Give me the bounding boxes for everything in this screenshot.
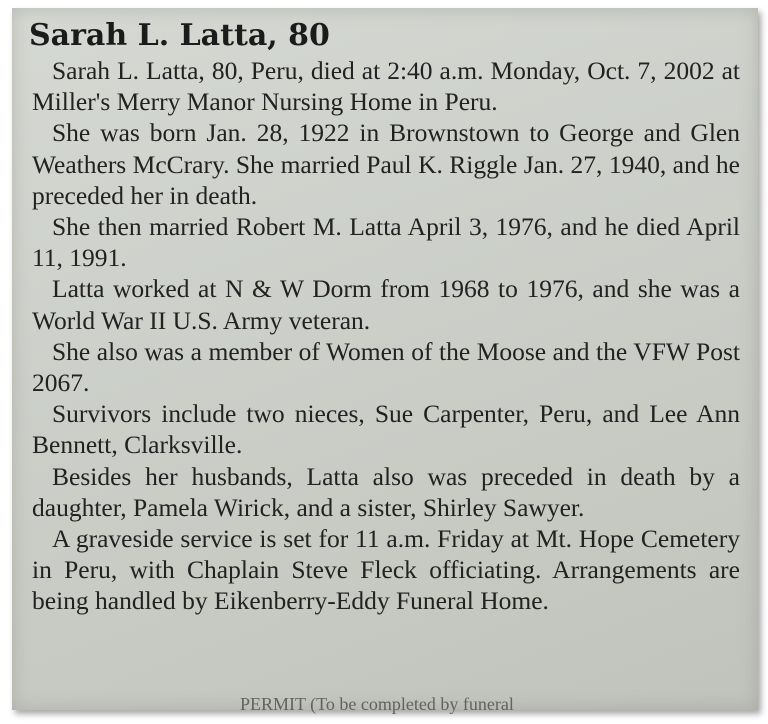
paragraph-service-arrangements: A graveside service is set for 11 a.m. Friday at Mt. Hope Cemetery in Peru, with Chaplain Steve Fleck officiating. Arrangements are being handled by Eikenberry-Eddy Funeral Home. (32, 524, 740, 616)
underlying-document-fragment: PERMIT (To be completed by funeral (240, 694, 514, 714)
paragraph-second-marriage: She then married Robert M. Latta April 3, 1976, and he died April 11, 1991. (32, 212, 740, 273)
paragraph-death-notice: Sarah L. Latta, 80, Peru, died at 2:40 a.m. Monday, Oct. 7, 2002 at Miller's Merry Manor Nursing Home in Peru. (32, 56, 740, 117)
paragraph-employment: Latta worked at N & W Dorm from 1968 to 1976, and she was a World War II U.S. Army veteran. (32, 274, 740, 335)
newspaper-clipping (12, 8, 758, 710)
obituary-body (32, 55, 740, 617)
paragraph-survivors: Survivors include two nieces, Sue Carpenter, Peru, and Lee Ann Bennett, Clarksville. (32, 399, 740, 460)
paragraph-preceded-in-death: Besides her husbands, Latta also was preceded in death by a daughter, Pamela Wirick, and a sister, Shirley Sawyer. (32, 461, 740, 522)
paragraph-memberships: She also was a member of Women of the Moose and the VFW Post 2067. (32, 336, 740, 398)
obituary-headline: Sarah L. Latta, 80 (29, 18, 330, 53)
paragraph-birth-marriage: She was born Jan. 28, 1922 in Brownstown to George and Glen Weathers McCrary. She married Paul K. Riggle Jan. 27, 1940, and he preceded her in death. (32, 118, 740, 210)
